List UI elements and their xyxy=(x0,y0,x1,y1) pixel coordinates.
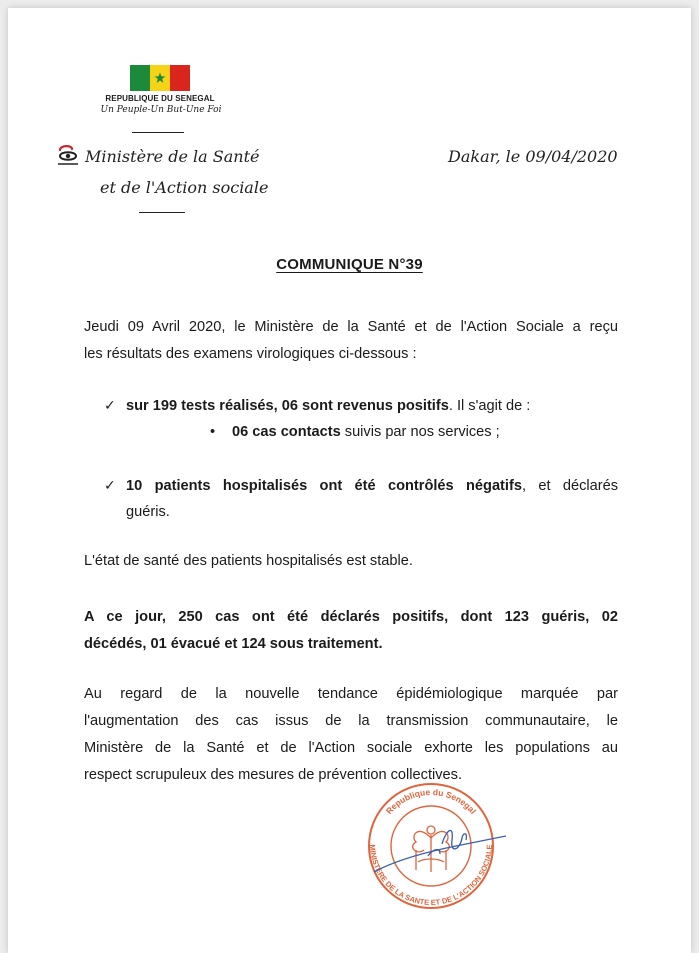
senegal-flag xyxy=(130,65,190,91)
ministry-name-line2: et de l'Action sociale xyxy=(100,178,269,197)
intro-line-2: les résultats des examens virologiques ci-dessous : xyxy=(84,346,417,362)
stamp-bottom-text: MINISTERE DE LA SANTE ET DE L'ACTION SOCIALE xyxy=(367,844,495,908)
closing-line-2: l'augmentation des cas issus de la transmission communautaire, le xyxy=(84,713,618,729)
document-page xyxy=(8,8,691,953)
list-item xyxy=(104,472,618,500)
republic-label: REPUBLIQUE DU SENEGAL xyxy=(105,94,215,103)
communique-title: COMMUNIQUE N°39 xyxy=(276,256,423,273)
list-item-continuation: guéris. xyxy=(126,504,170,520)
closing-line-1: Au regard de la nouvelle tendance épidémiologique marquée par xyxy=(84,686,618,702)
ministry-name-line1: Ministère de la Santé xyxy=(85,147,260,166)
ministry-logo-icon xyxy=(56,144,82,168)
summary-line-1: A ce jour, 250 cas ont été déclarés positifs, dont 123 guéris, 02 xyxy=(84,609,618,625)
item-text: , et déclarés xyxy=(521,478,619,494)
checkmark-icon: ✓ xyxy=(104,397,116,413)
summary-line-2: décédés, 01 évacué et 124 sous traitement. xyxy=(84,636,383,652)
official-stamp xyxy=(356,780,506,910)
sub-item-bold-text: 06 cas contacts xyxy=(232,424,341,440)
bullet-icon: • xyxy=(210,424,216,440)
national-motto: Un Peuple-Un But-Une Foi xyxy=(100,105,222,115)
status-text: L'état de santé des patients hospitalisés est stable. xyxy=(84,553,413,569)
list-item xyxy=(104,392,530,420)
stamp-top-text: Republique du Senegal xyxy=(383,786,479,816)
closing-line-3: Ministère de la Santé et de l'Action sociale exhorte les populations au xyxy=(84,740,618,756)
sub-list-item xyxy=(210,419,500,446)
divider xyxy=(139,212,185,213)
star-icon xyxy=(154,72,166,84)
intro-line-1: Jeudi 09 Avril 2020, le Ministère de la Santé et de l'Action Sociale a reçu xyxy=(84,319,618,335)
document-date: Dakar, le 09/04/2020 xyxy=(448,147,618,166)
sub-item-text: suivis par nos services ; xyxy=(340,424,500,440)
divider xyxy=(132,132,184,133)
item-bold-text: sur 199 tests réalisés, 06 sont revenus positifs xyxy=(126,398,449,414)
closing-line-4: respect scrupuleux des mesures de prévention collectives. xyxy=(84,767,463,783)
checkmark-icon: ✓ xyxy=(104,477,116,493)
item-bold-text: 10 patients hospitalisés ont été contrôlés négatifs xyxy=(126,478,522,494)
item-text: . Il s'agit de : xyxy=(448,398,531,414)
